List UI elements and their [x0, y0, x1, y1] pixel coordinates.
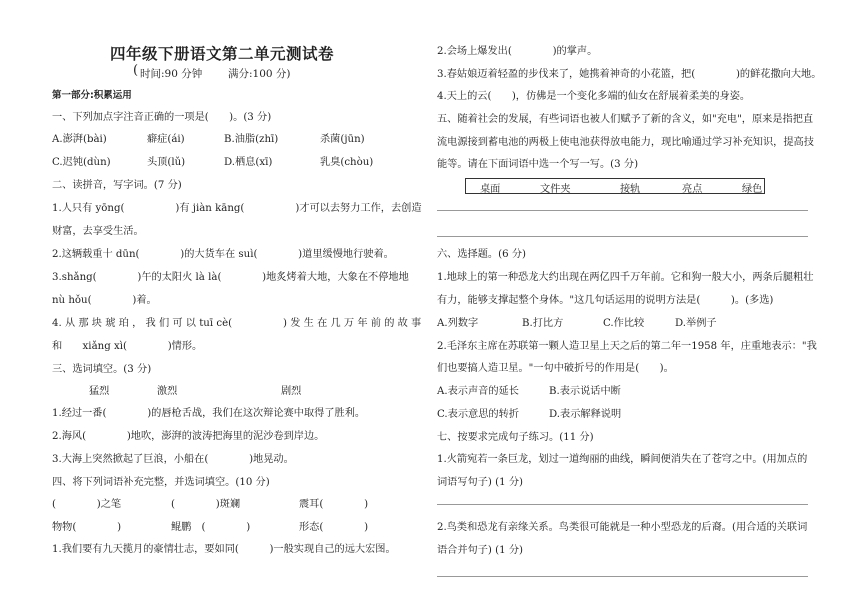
q1-option-b2: 杀菌(jūn)	[320, 134, 365, 145]
q2-line3: 3.shǎng( )午的太阳火 là là( )地炙烤着大地，大象在不停地地	[52, 272, 409, 283]
q6-1-option-c: C.作比较	[603, 318, 645, 329]
q3-word-3: 剧烈	[281, 386, 302, 397]
q4-blank-f: 形态( )	[299, 522, 369, 533]
q4-line4: 4.天上的云( )，仿佛是一个变化多端的仙女在舒展着柔美的身姿。	[437, 91, 751, 102]
q2-line4b: 和 xiǎng xì( )情形。	[52, 341, 203, 352]
q1-option-b: B.油脂(zhī)	[224, 134, 279, 145]
q1-option-c2: 头顶(lǔ)	[147, 157, 186, 168]
q6-2-option-b: B.表示说话中断	[549, 386, 621, 397]
q5-word-3: 接轨	[620, 184, 641, 195]
q5-word-1: 桌面	[480, 184, 501, 195]
q6-1-option-a: A.列数字	[437, 318, 479, 329]
q3-word-1: 猛烈	[89, 386, 110, 397]
q3-line1: 1.经过一番( )的唇枪舌战，我们在这次辩论赛中取得了胜利。	[52, 408, 366, 419]
q4-line3: 3.春姑娘迈着轻盈的步伐来了，她携着神奇的小花篮，把( )的鲜花撒向大地。	[437, 69, 822, 80]
q1-heading: 一、下列加点字注音正确的一项是( )。(3 分)	[52, 112, 272, 123]
q5-line1: 五、随着社会的发展，有些词语也被人们赋予了新的含义，如"充电"，原来是指把直	[437, 114, 814, 125]
q4-line1: 1.我们要有九天揽月的豪情壮志，要如同( )一般实现自己的远大宏图。	[52, 544, 396, 555]
q3-word-2: 激烈	[157, 386, 178, 397]
time-paren: (	[133, 63, 139, 78]
q2-line3b: nù hǒu( )着。	[52, 295, 157, 306]
answer-line	[437, 236, 808, 237]
q5-word-5: 绿色	[742, 184, 763, 195]
answer-line	[437, 210, 808, 211]
answer-line	[437, 504, 808, 505]
q1-option-d: D.栖息(xī)	[224, 157, 273, 168]
q1-option-c: C.迟钝(dùn)	[52, 157, 111, 168]
q5-line2: 流电源接到蓄电池的两极上使电池获得放电能力，现比喻通过学习补充知识，提高技	[437, 137, 814, 148]
q2-line2: 2.这辆载重十 dūn( )的大货车在 suì( )道里缓慢地行驶着。	[52, 249, 394, 260]
q6-2-option-c: C.表示意思的转折	[437, 409, 519, 420]
q7-heading: 七、按要求完成句子练习。(11 分)	[437, 432, 594, 443]
q6-1-line1: 1.地球上的第一种恐龙大约出现在两亿四千万年前。它和狗一般大小，两条后腿粗壮	[437, 272, 814, 283]
exam-score: 满分:100 分)	[228, 68, 291, 80]
q6-heading: 六、选择题。(6 分)	[437, 249, 526, 260]
q3-line2: 2.海风( )地吹，澎湃的波涛把海里的泥沙卷到岸边。	[52, 431, 325, 442]
q4-blank-c: 震耳( )	[299, 499, 369, 510]
q7-1-line2: 词语写句子) (1 分)	[437, 477, 524, 488]
q5-word-2: 文件夹	[540, 184, 571, 195]
q1-option-a: A.澎湃(bài)	[52, 134, 107, 145]
q1-option-a2: 癖症(ái)	[147, 134, 185, 145]
q4-line2: 2.会场上爆发出( )的掌声。	[437, 46, 598, 57]
q1-option-d2: 乳臭(chòu)	[320, 157, 374, 168]
q5-line3: 能等。请在下面词语中选一个写一写。(3 分)	[437, 159, 639, 170]
answer-line	[437, 576, 808, 577]
q7-2-line1: 2.鸟类和恐龙有亲缘关系。鸟类很可能就是一种小型恐龙的后裔。(用合适的关联词	[437, 522, 808, 533]
q6-2-option-d: D.表示解释说明	[549, 409, 622, 420]
q3-line3: 3.大海上突然掀起了巨浪，小船在( )地晃动。	[52, 454, 294, 465]
q5-word-4: 亮点	[682, 184, 703, 195]
q6-1-option-b: B.打比方	[522, 318, 564, 329]
q6-2-line1: 2.毛泽东主席在苏联第一颗人造卫星上天之后的第二年一1958 年，庄重地表示："我	[437, 341, 817, 352]
q4-blank-a: ( )之笔	[52, 499, 122, 510]
q6-2-option-a: A.表示声音的延长	[437, 386, 519, 397]
q7-2-line2: 语合并句子) (1 分)	[437, 545, 524, 556]
q4-blank-e: 鲲鹏 ( )	[171, 522, 251, 533]
q2-heading: 二、读拼音，写字词。(7 分)	[52, 180, 182, 191]
q3-heading: 三、选词填空。(3 分)	[52, 364, 152, 375]
q4-heading: 四、将下列词语补充完整，并选词填空。(10 分)	[52, 477, 270, 488]
q5-word-table	[465, 178, 765, 194]
q4-blank-b: ( )斑斓	[171, 499, 241, 510]
q6-1-option-d: D.举例子	[675, 318, 717, 329]
q7-1-line1: 1.火箭宛若一条巨龙，划过一道绚丽的曲线，瞬间便消失在了苍穹之中。(用加点的	[437, 454, 808, 465]
q2-line1b: 财富，去享受生活。	[52, 226, 144, 237]
part1-heading: 第一部分:积累运用	[52, 90, 132, 101]
q4-blank-d: 物物( )	[52, 522, 122, 533]
q6-2-line2: 们也要搞人造卫星。"一句中破折号的作用是( )。	[437, 363, 674, 374]
q6-1-line2: 有力，能够支撑起整个身体。"这几句话运用的说明方法是( )。(多选)	[437, 295, 774, 306]
page-title: 四年级下册语文第二单元测试卷	[110, 45, 335, 63]
q2-line1: 1.人只有 yōng( )有 jiàn kāng( )才可以去努力工作，去创造	[52, 203, 422, 214]
exam-time: 时间:90 分钟	[140, 68, 203, 80]
q2-line4: 4. 从 那 块 琥 珀 ， 我 们 可 以 tuī cè( ) 发 生 在 几 万 年 前 的 故 事	[52, 318, 422, 329]
